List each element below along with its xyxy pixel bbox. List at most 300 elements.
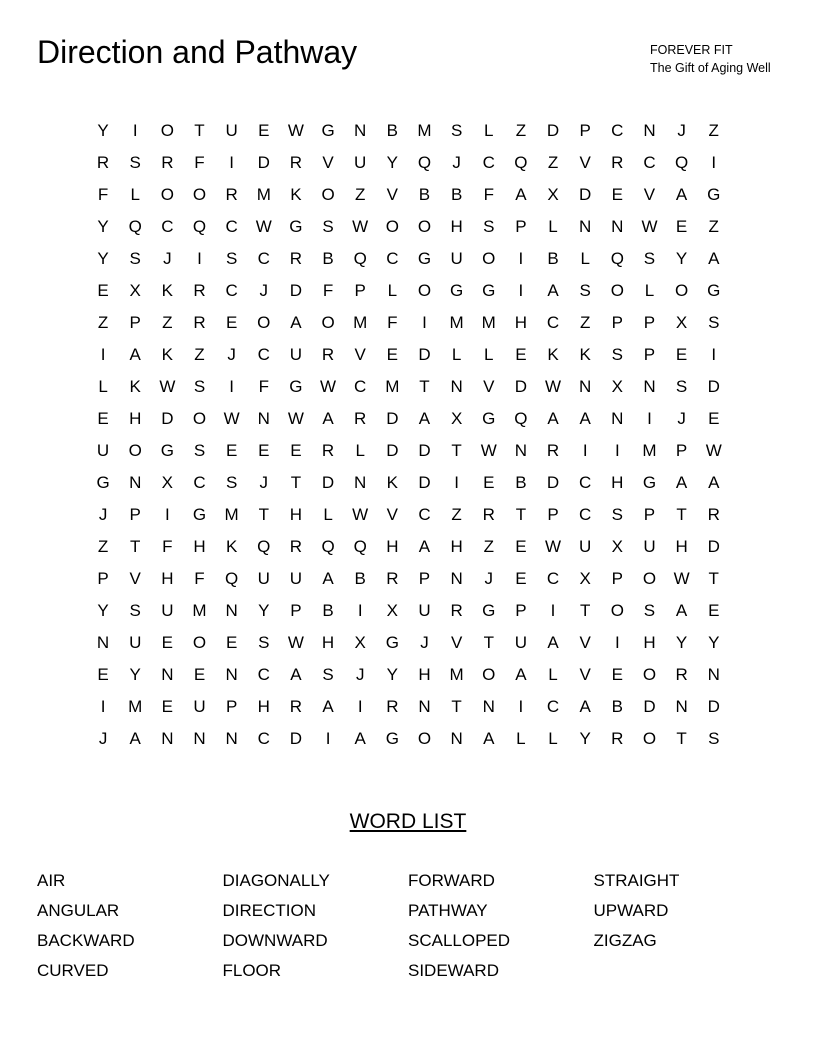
grid-letter: O	[610, 281, 624, 300]
grid-letter: W	[480, 441, 497, 460]
grid-letter: P	[290, 601, 302, 620]
grid-letter: B	[611, 697, 623, 716]
grid-letter: M	[192, 601, 207, 620]
grid-letter: U	[289, 345, 303, 364]
grid-letter: C	[257, 249, 270, 268]
grid-row	[87, 627, 730, 659]
grid-letter: M	[642, 441, 657, 460]
grid-letter: L	[130, 185, 140, 204]
grid-letter: Y	[97, 217, 109, 236]
grid-letter: D	[546, 121, 560, 140]
grid-letter: M	[417, 121, 432, 140]
grid-letter: P	[643, 505, 656, 524]
grid-letter: X	[611, 377, 623, 396]
grid-letter: W	[159, 377, 176, 396]
grid-letter: Y	[97, 601, 109, 620]
grid-letter: Q	[674, 153, 689, 172]
grid-letter: R	[289, 153, 303, 172]
grid-letter: N	[96, 633, 110, 652]
word-list-item: ZIGZAG	[593, 931, 657, 950]
grid-letter: B	[354, 569, 366, 588]
grid-letter: S	[611, 345, 623, 364]
grid-letter: S	[225, 249, 238, 268]
grid-letter: M	[128, 697, 143, 716]
grid-letter: H	[611, 473, 624, 492]
grid-letter: D	[514, 377, 528, 396]
grid-letter: L	[580, 249, 590, 268]
grid-letter: R	[386, 569, 399, 588]
grid-letter: N	[482, 697, 495, 716]
grid-letter: O	[674, 281, 689, 300]
grid-letter: N	[707, 665, 720, 684]
grid-letter: Z	[708, 121, 719, 140]
grid-letter: K	[579, 345, 591, 364]
grid-letter: G	[289, 217, 303, 236]
grid-letter: A	[675, 185, 688, 204]
word-list-item: FORWARD	[408, 871, 495, 890]
grid-letter: M	[449, 313, 464, 332]
grid-letter: V	[483, 377, 495, 396]
grid-letter: T	[419, 377, 430, 396]
grid-letter: P	[129, 313, 141, 332]
grid-letter: S	[193, 377, 206, 396]
grid-letter: Y	[129, 665, 141, 684]
grid-letter: D	[289, 281, 303, 300]
grid-letter: N	[579, 377, 592, 396]
grid-letter: N	[579, 217, 592, 236]
grid-letter: A	[129, 345, 141, 364]
grid-letter: I	[647, 409, 652, 428]
grid-row	[87, 499, 730, 531]
grid-letter: E	[161, 697, 174, 716]
grid-letter: B	[386, 121, 398, 140]
grid-letter: O	[482, 249, 496, 268]
grid-letter: V	[129, 569, 141, 588]
grid-letter: C	[193, 473, 206, 492]
grid-letter: T	[483, 633, 494, 652]
grid-letter: H	[129, 409, 142, 428]
grid-letter: P	[97, 569, 109, 588]
grid-letter: I	[711, 345, 717, 364]
grid-row	[87, 147, 730, 179]
grid-letter: R	[193, 313, 206, 332]
grid-letter: S	[193, 441, 206, 460]
grid-letter: K	[129, 377, 141, 396]
grid-letter: E	[386, 345, 398, 364]
grid-letter: Q	[321, 537, 335, 556]
grid-letter: V	[450, 633, 463, 652]
grid-letter: D	[418, 441, 431, 460]
word-list-item: SCALLOPED	[408, 931, 511, 950]
grid-letter: H	[514, 313, 528, 332]
grid-letter: D	[707, 697, 720, 716]
grid-letter: S	[483, 217, 495, 236]
grid-letter: I	[711, 153, 717, 172]
grid-letter: W	[352, 505, 369, 524]
grid-letter: E	[97, 281, 109, 300]
grid-letter: E	[675, 217, 688, 236]
grid-letter: N	[161, 665, 174, 684]
grid-letter: W	[223, 409, 240, 428]
grid-letter: E	[97, 409, 109, 428]
grid-letter: O	[385, 217, 399, 236]
grid-letter: Q	[514, 153, 528, 172]
grid-letter: L	[548, 217, 558, 236]
grid-letter: M	[385, 377, 400, 396]
grid-letter: N	[225, 665, 238, 684]
grid-letter: F	[258, 377, 269, 396]
grid-letter: E	[483, 473, 495, 492]
grid-letter: T	[676, 505, 687, 524]
grid-letter: O	[642, 665, 657, 684]
grid-letter: L	[484, 345, 494, 364]
grid-letter: P	[515, 601, 527, 620]
grid-letter: O	[642, 569, 657, 588]
grid-letter: Y	[258, 601, 270, 620]
grid-letter: D	[418, 345, 431, 364]
grid-letter: V	[386, 505, 398, 524]
grid-letter: V	[386, 185, 398, 204]
grid-letter: F	[483, 185, 494, 204]
grid-letter: X	[547, 185, 559, 204]
grid-letter: S	[708, 729, 720, 748]
grid-letter: P	[354, 281, 366, 300]
grid-letter: L	[484, 121, 494, 140]
grid-letter: Z	[194, 345, 205, 364]
grid-letter: T	[258, 505, 269, 524]
grid-letter: B	[547, 249, 559, 268]
grid-letter: K	[547, 345, 559, 364]
grid-letter: J	[163, 249, 172, 268]
grid-letter: U	[450, 249, 463, 268]
grid-letter: P	[418, 569, 431, 588]
grid-letter: D	[386, 441, 399, 460]
grid-letter: J	[420, 633, 429, 652]
grid-letter: L	[451, 345, 462, 364]
grid-letter: X	[675, 313, 688, 332]
grid-letter: E	[258, 121, 270, 140]
grid-letter: G	[385, 729, 399, 748]
grid-letter: V	[579, 633, 591, 652]
grid-letter: L	[644, 281, 655, 300]
grid-letter: D	[546, 473, 560, 492]
grid-letter: I	[614, 441, 620, 460]
grid-letter: F	[387, 313, 398, 332]
grid-letter: Z	[355, 185, 366, 204]
grid-letter: C	[579, 505, 592, 524]
grid-letter: I	[100, 345, 106, 364]
grid-letter: S	[579, 281, 591, 300]
grid-letter: W	[545, 377, 562, 396]
grid-letter: I	[614, 633, 620, 652]
word-list-row	[37, 896, 797, 926]
grid-letter: C	[643, 153, 656, 172]
grid-letter: A	[515, 665, 527, 684]
grid-row	[87, 307, 730, 339]
grid-letter: E	[515, 537, 527, 556]
grid-letter: X	[161, 473, 174, 492]
grid-letter: O	[321, 185, 335, 204]
grid-letter: W	[287, 409, 304, 428]
grid-letter: C	[546, 697, 560, 716]
grid-letter: D	[418, 473, 431, 492]
grid-letter: R	[161, 153, 174, 172]
grid-letter: R	[193, 281, 206, 300]
grid-letter: J	[259, 281, 269, 300]
grid-letter: Y	[675, 249, 688, 268]
word-list-item: CURVED	[37, 961, 109, 980]
grid-letter: U	[289, 569, 303, 588]
grid-letter: S	[675, 377, 688, 396]
grid-letter: M	[353, 313, 368, 332]
grid-letter: F	[194, 153, 205, 172]
grid-letter: O	[482, 665, 496, 684]
grid-letter: C	[418, 505, 431, 524]
grid-letter: A	[322, 409, 334, 428]
grid-letter: Q	[353, 537, 367, 556]
grid-letter: F	[162, 537, 173, 556]
grid-letter: P	[611, 313, 623, 332]
grid-letter: H	[257, 697, 270, 716]
grid-letter: X	[129, 281, 141, 300]
grid-letter: U	[193, 697, 206, 716]
grid-letter: G	[96, 473, 110, 492]
grid-row	[87, 659, 730, 691]
grid-letter: M	[481, 313, 496, 332]
grid-letter: B	[322, 249, 334, 268]
grid-letter: D	[707, 377, 720, 396]
grid-letter: X	[450, 409, 463, 428]
grid-letter: I	[229, 377, 234, 396]
grid-letter: H	[386, 537, 399, 556]
grid-letter: J	[452, 153, 461, 172]
grid-letter: Z	[483, 537, 494, 556]
grid-letter: P	[611, 569, 623, 588]
grid-letter: L	[548, 665, 558, 684]
grid-letter: P	[675, 441, 688, 460]
grid-letter: U	[579, 537, 592, 556]
grid-letter: R	[450, 601, 463, 620]
grid-letter: W	[287, 633, 304, 652]
grid-letter: N	[418, 697, 431, 716]
grid-letter: P	[515, 217, 527, 236]
grid-letter: Q	[225, 569, 239, 588]
grid-letter: S	[643, 601, 656, 620]
grid-letter: E	[193, 665, 206, 684]
grid-letter: F	[322, 281, 334, 300]
grid-letter: O	[417, 217, 432, 236]
grid-letter: P	[129, 505, 141, 524]
grid-letter: O	[128, 441, 142, 460]
grid-letter: L	[98, 377, 108, 396]
grid-letter: S	[322, 665, 334, 684]
grid-letter: J	[227, 345, 236, 364]
grid-letter: S	[129, 601, 141, 620]
grid-letter: I	[132, 121, 138, 140]
grid-letter: C	[257, 729, 270, 748]
grid-letter: E	[515, 569, 527, 588]
grid-letter: Q	[257, 537, 271, 556]
grid-letter: Z	[547, 153, 559, 172]
grid-letter: A	[290, 313, 302, 332]
grid-letter: A	[290, 665, 302, 684]
grid-letter: O	[192, 185, 207, 204]
grid-letter: U	[129, 633, 142, 652]
grid-letter: S	[708, 313, 720, 332]
grid-letter: S	[129, 249, 141, 268]
grid-letter: Z	[97, 313, 109, 332]
grid-letter: N	[450, 569, 463, 588]
grid-letter: R	[386, 697, 399, 716]
word-list-item: DOWNWARD	[222, 931, 328, 950]
grid-letter: A	[579, 409, 591, 428]
word-list-item: DIRECTION	[222, 901, 316, 920]
grid-letter: I	[454, 473, 459, 492]
grid-letter: G	[482, 601, 496, 620]
grid-letter: R	[675, 665, 688, 684]
grid-letter: Y	[386, 665, 398, 684]
grid-letter: Z	[515, 121, 527, 140]
grid-letter: N	[354, 121, 367, 140]
grid-letter: J	[355, 665, 365, 684]
grid-letter: T	[451, 697, 462, 716]
grid-letter: C	[579, 473, 592, 492]
grid-letter: V	[354, 345, 366, 364]
grid-letter: I	[325, 729, 331, 748]
grid-letter: Y	[675, 633, 688, 652]
grid-letter: I	[422, 313, 427, 332]
grid-letter: Q	[417, 153, 432, 172]
grid-letter: I	[518, 697, 524, 716]
grid-letter: H	[321, 633, 335, 652]
grid-letter: R	[354, 409, 367, 428]
grid-letter: G	[450, 281, 464, 300]
grid-row	[87, 243, 730, 275]
grid-letter: E	[708, 409, 720, 428]
word-list-item: STRAIGHT	[593, 871, 680, 890]
grid-letter: H	[675, 537, 688, 556]
grid-letter: A	[515, 185, 527, 204]
grid-letter: N	[225, 729, 238, 748]
word-list-item: FLOOR	[222, 961, 282, 980]
grid-letter: S	[322, 217, 334, 236]
grid-letter: R	[611, 729, 624, 748]
grid-letter: N	[643, 377, 656, 396]
grid-letter: R	[707, 505, 720, 524]
grid-letter: S	[450, 121, 463, 140]
grid-letter: S	[258, 633, 270, 652]
grid-letter: W	[255, 217, 272, 236]
grid-letter: O	[642, 729, 657, 748]
grid-letter: K	[290, 185, 302, 204]
grid-letter: K	[386, 473, 398, 492]
grid-letter: O	[417, 281, 432, 300]
grid-letter: A	[579, 697, 591, 716]
grid-letter: C	[257, 665, 270, 684]
grid-letter: J	[677, 409, 686, 428]
grid-letter: R	[321, 345, 335, 364]
word-list-title: WORD LIST	[349, 810, 467, 833]
grid-letter: C	[225, 217, 238, 236]
brand-block	[650, 41, 771, 77]
grid-letter: Z	[579, 313, 591, 332]
grid-letter: U	[354, 153, 367, 172]
grid-letter: E	[611, 665, 623, 684]
grid-letter: Z	[451, 505, 462, 524]
word-list-item: ANGULAR	[37, 901, 120, 920]
grid-letter: E	[225, 441, 238, 460]
grid-letter: A	[418, 537, 431, 556]
grid-letter: X	[354, 633, 366, 652]
grid-letter: P	[643, 313, 656, 332]
grid-letter: T	[515, 505, 527, 524]
grid-letter: I	[164, 505, 170, 524]
grid-letter: R	[289, 537, 303, 556]
grid-letter: T	[194, 121, 205, 140]
grid-letter: E	[258, 441, 270, 460]
grid-letter: B	[418, 185, 431, 204]
grid-letter: D	[161, 409, 174, 428]
grid-letter: F	[194, 569, 205, 588]
grid-letter: G	[707, 185, 721, 204]
grid-letter: C	[611, 121, 624, 140]
grid-letter: W	[320, 377, 337, 396]
grid-letter: M	[449, 665, 464, 684]
grid-letter: D	[257, 153, 270, 172]
word-list-row	[37, 926, 797, 956]
grid-letter: N	[257, 409, 270, 428]
grid-letter: I	[357, 601, 363, 620]
grid-letter: E	[675, 345, 688, 364]
grid-row	[87, 275, 730, 307]
grid-letter: V	[322, 153, 334, 172]
word-list-item: BACKWARD	[37, 931, 135, 950]
grid-letter: X	[386, 601, 398, 620]
grid-letter: B	[450, 185, 463, 204]
grid-letter: L	[355, 441, 365, 460]
word-list-item: AIR	[37, 871, 66, 890]
grid-letter: A	[483, 729, 495, 748]
grid-letter: G	[482, 281, 496, 300]
grid-row	[87, 467, 730, 499]
grid-letter: J	[98, 505, 108, 524]
grid-letter: Y	[708, 633, 720, 652]
grid-letter: P	[643, 345, 656, 364]
grid-letter: U	[418, 601, 431, 620]
grid-letter: Q	[128, 217, 142, 236]
grid-letter: C	[161, 217, 174, 236]
grid-letter: D	[707, 537, 720, 556]
grid-letter: I	[197, 249, 202, 268]
grid-letter: J	[484, 569, 493, 588]
grid-letter: J	[98, 729, 108, 748]
grid-letter: F	[97, 185, 109, 204]
grid-letter: I	[518, 281, 524, 300]
grid-letter: S	[129, 153, 141, 172]
grid-letter: M	[256, 185, 271, 204]
grid-letter: G	[192, 505, 207, 524]
grid-letter: R	[321, 441, 335, 460]
grid-letter: Q	[514, 409, 528, 428]
grid-letter: W	[545, 537, 562, 556]
grid-letter: P	[547, 505, 559, 524]
grid-letter: U	[643, 537, 656, 556]
grid-letter: A	[675, 601, 688, 620]
grid-letter: D	[579, 185, 592, 204]
grid-letter: H	[643, 633, 656, 652]
grid-row	[87, 595, 730, 627]
grid-letter: C	[546, 313, 560, 332]
